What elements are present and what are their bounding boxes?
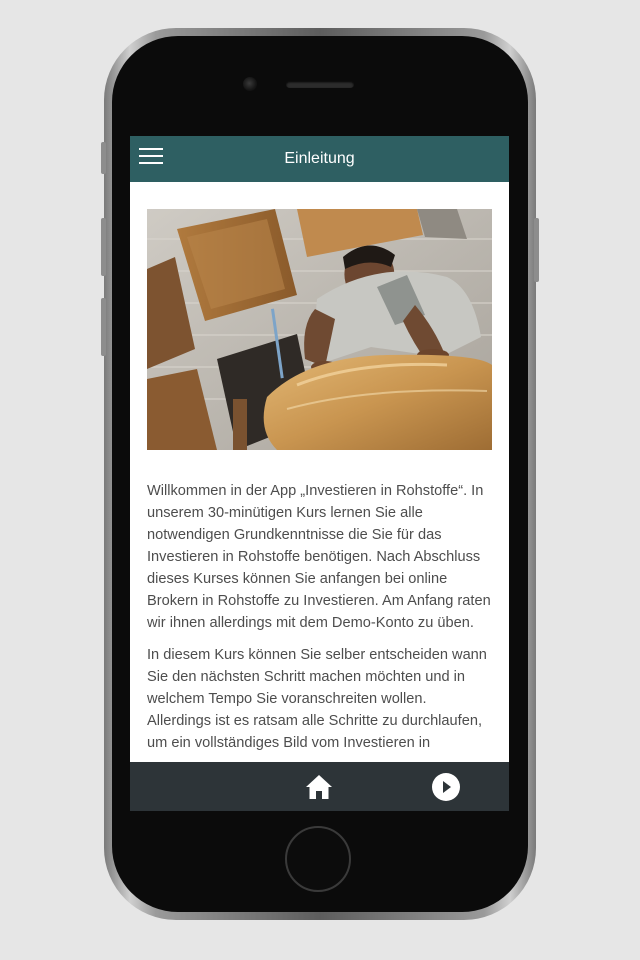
intro-paragraph-2: In diesem Kurs können Sie selber entscheiden wann Sie den nächsten Schritt machen möchten und in welchem Tempo Sie voranschreiten wollen. Allerdings ist es ratsam alle Schritte zu durchlaufen, um ein vollständiges Bild vom Investieren in	[147, 647, 487, 751]
home-icon[interactable]	[304, 773, 334, 801]
mute-switch	[101, 142, 106, 174]
volume-down-button	[101, 298, 106, 356]
intro-paragraph-1: Willkommen in der App „Investieren in Rohstoffe“. In unserem 30-minütigen Kurs lernen Sie alle notwendigen Grundkenntnisse die Sie für das Investieren in Rohstoffe benötigen. Nach Abschluss dieses Kurses können Sie anfangen bei online Brokern in Rohstoffe zu Investieren. Am Anfang raten wir ihnen allerdings mit dem Demo-Konto zu üben.	[147, 483, 491, 631]
app-screen	[130, 136, 509, 811]
page-title: Einleitung	[284, 150, 355, 167]
play-circle-icon[interactable]	[431, 772, 461, 802]
app-header	[130, 136, 509, 182]
phone-home-button[interactable]	[285, 826, 351, 892]
content-area[interactable]	[130, 182, 509, 762]
volume-up-button	[101, 218, 106, 276]
earpiece-speaker	[286, 81, 354, 88]
bottom-navigation	[130, 762, 509, 811]
power-button	[534, 218, 539, 282]
hero-image	[147, 209, 492, 450]
intro-text	[147, 480, 492, 762]
front-camera	[243, 77, 257, 91]
